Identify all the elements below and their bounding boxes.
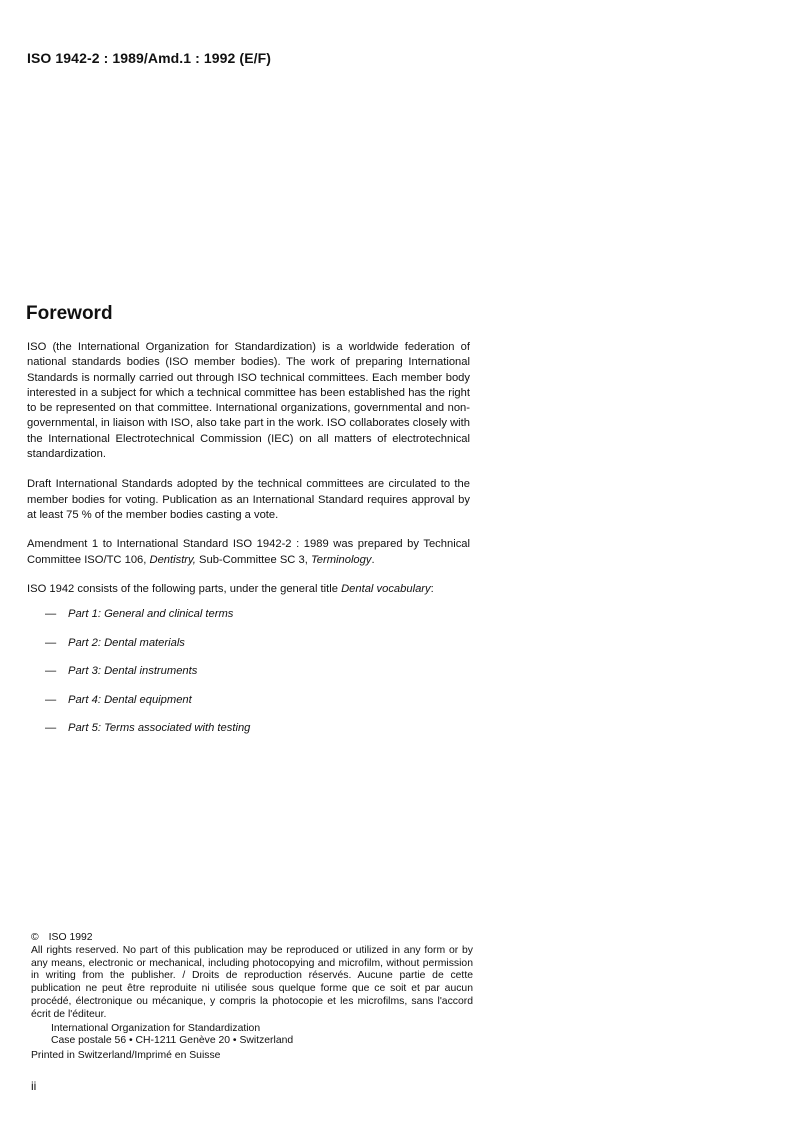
- page-title: Foreword: [26, 303, 113, 324]
- foreword-paragraph-3: [27, 537, 470, 568]
- postal-address: Case postale 56 • CH-1211 Genève 20 • Switzerland: [51, 1035, 294, 1047]
- printed-in: Printed in Switzerland/Imprimé en Suisse: [31, 1050, 221, 1062]
- dash-bullet: —: [45, 665, 57, 678]
- paragraph-3-text-1: Amendment 1 to International Standard ISO 1942-2 : 1989 was prepared by Technical Committee ISO/TC 106,: [27, 538, 470, 566]
- part-title: Part 5: Terms associated with testing: [68, 722, 251, 735]
- paragraph-4-suffix: :: [430, 582, 434, 595]
- list-item: [27, 636, 470, 665]
- rights-statement: All rights reserved. No part of this publication may be reproduced or utilized in any form or by any means, electronic or mechanical, including photocopying and microfilm, without permission in writing from the publisher. / Droits de reproduction réservés. Aucune partie de cette publication ne peut être reproduite ni utilisée sous quelque forme que ce soit et par aucun procédé, électronique ou mécanique, y compris la photocopie et les microfilms, sans l'accord écrit de l'éditeur.: [31, 944, 473, 1020]
- part-title: Part 1: General and clinical terms: [68, 608, 234, 621]
- publisher-address: [31, 1023, 473, 1049]
- paragraph-3-text-2: Sub-Committee SC 3,: [195, 553, 311, 566]
- list-item: [27, 721, 470, 750]
- general-title: Dental vocabulary: [341, 582, 431, 595]
- foreword-paragraph-4: [27, 582, 470, 597]
- dash-bullet: —: [45, 693, 57, 706]
- foreword-paragraph-2: Draft International Standards adopted by the technical committees are circulated to the member bodies for voting. Publication as an International Standard requires approval by at least 75 % of the member bodies casting a vote.: [27, 478, 470, 521]
- subcommittee-name: Terminology: [310, 553, 372, 566]
- foreword-body: [27, 340, 470, 750]
- paragraph-4-text: ISO 1942 consists of the following parts, under the general title: [27, 582, 342, 595]
- committee-name: Dentistry,: [149, 553, 196, 566]
- dash-bullet: —: [45, 608, 57, 621]
- paragraph-3-text-3: .: [371, 553, 375, 566]
- part-title: Part 3: Dental instruments: [68, 665, 198, 678]
- dash-bullet: —: [45, 636, 57, 649]
- part-title: Part 2: Dental materials: [68, 636, 185, 649]
- copyright-notice: ISO 1992: [48, 932, 93, 943]
- list-item: [27, 693, 470, 722]
- copyright-line: [31, 932, 473, 945]
- copyright-block: [31, 932, 473, 1063]
- part-title: Part 4: Dental equipment: [68, 693, 192, 706]
- dash-bullet: —: [45, 722, 57, 735]
- copyright-symbol: ©: [31, 932, 39, 943]
- foreword-paragraph-1: ISO (the International Organization for Standardization) is a worldwide federation of national standards bodies (ISO member bodies). The work of preparing International Standards is normally carried out through ISO technical committees. Each member body interested in a subject for which a technical committee has been established has the right to be represented on that committee. International organizations, governmental and non-governmental, in liaison with ISO, also take part in the work. ISO collaborates closely with the International Electrotechnical Commission (IEC) on all matters of electrotechnical standardization.: [27, 341, 470, 461]
- page-header: ISO 1942-2 : 1989/Amd.1 : 1992 (E/F): [27, 50, 272, 66]
- page-number: ii: [31, 1079, 37, 1093]
- list-item: [27, 607, 470, 636]
- organization-name: International Organization for Standardization: [51, 1022, 261, 1034]
- list-item: [27, 664, 470, 693]
- parts-list: [27, 607, 470, 750]
